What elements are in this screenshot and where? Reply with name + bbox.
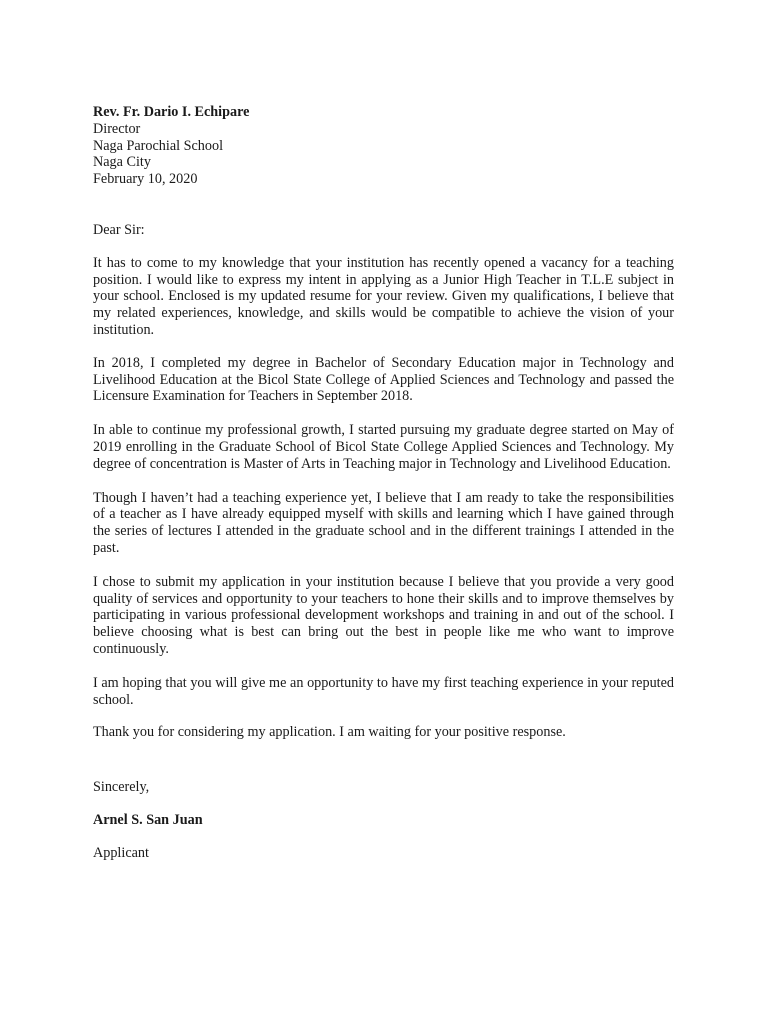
salutation: Dear Sir: — [93, 221, 145, 238]
recipient-block — [93, 104, 674, 188]
paragraph-readiness: Though I haven’t had a teaching experience yet, I believe that I am ready to take the responsibilities of a teacher as I have already equipped myself with skills and learning which I have gained through the series of lectures I attended in the graduate school and in the different trainings I attended in the past. — [93, 489, 674, 556]
paragraph-graduate-study: In able to continue my professional growth, I started pursuing my graduate degree started on May of 2019 enrolling in the Graduate School of Bicol State College Applied Sciences and Technology. My degree of concentration is Master of Arts in Teaching major in Technology and Livelihood Education. — [93, 422, 674, 472]
paragraph-thanks: Thank you for considering my application. I am waiting for your positive response. — [93, 724, 566, 741]
letter-date: February 10, 2020 — [93, 171, 198, 188]
recipient-name: Rev. Fr. Dario I. Echipare — [93, 104, 250, 120]
letter-body — [93, 104, 674, 862]
recipient-city: Naga City — [93, 154, 151, 171]
closing: Sincerely, — [93, 779, 150, 796]
paragraph-intro: It has to come to my knowledge that your institution has recently opened a vacancy for a teaching position. I would like to express my intent in applying as a Junior High Teacher in T.L.E subject in your school. Enclosed is my updated resume for your review. Given my qualifications, I believe that my related experiences, knowledge, and skills would be compatible to achieve the vision of your institution. — [93, 254, 674, 338]
recipient-organization: Naga Parochial School — [93, 137, 224, 154]
recipient-title: Director — [93, 120, 141, 137]
paragraph-hope: I am hoping that you will give me an opportunity to have my first teaching experience in your reputed school. — [93, 674, 674, 708]
paragraph-motivation: I chose to submit my application in your institution because I believe that you provide a very good quality of services and opportunity to your teachers to hone their skills and to improve themselves by participating in various professional development workshops and training in and out of the school. I believe choosing what is best can bring out the best in people like me who want to improve continuously. — [93, 573, 674, 657]
signer-role: Applicant — [93, 844, 149, 861]
paragraph-education: In 2018, I completed my degree in Bachelor of Secondary Education major in Technology and Livelihood Education at the Bicol State College of Applied Sciences and Technology and passed the Licensure Examination for Teachers in September 2018. — [93, 354, 674, 405]
signer-name: Arnel S. San Juan — [93, 811, 203, 828]
